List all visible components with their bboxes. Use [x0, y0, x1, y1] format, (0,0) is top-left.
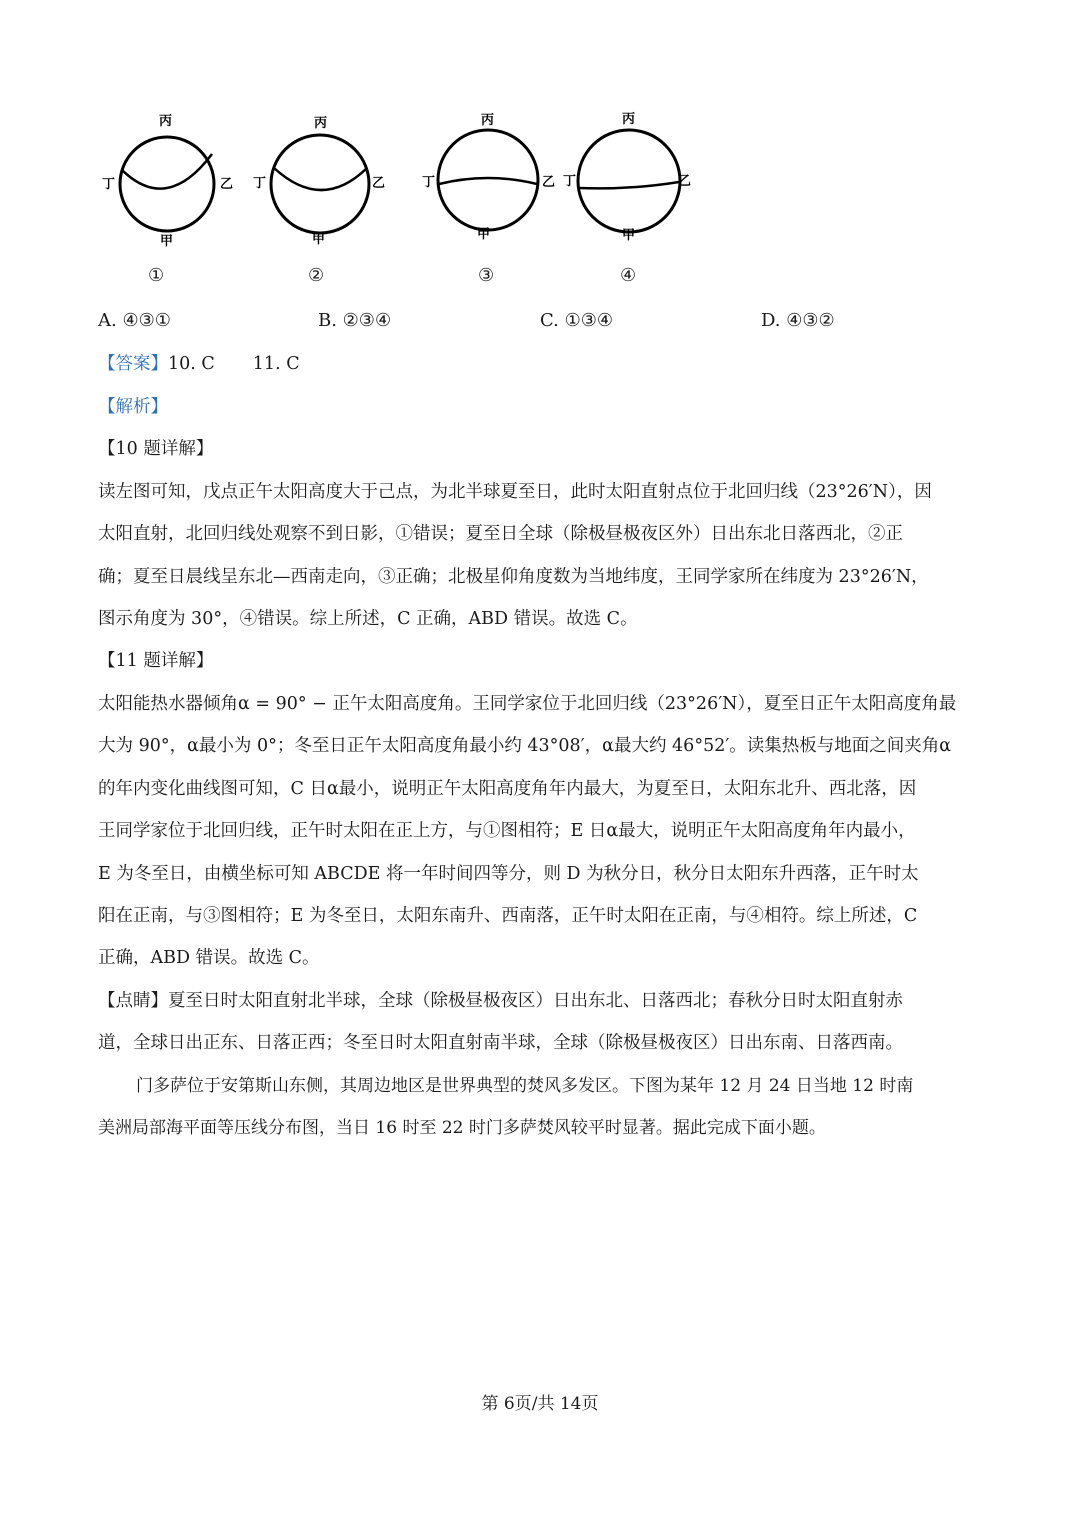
diagram-number-3: ③	[478, 265, 495, 286]
q10-line-3: 确；夏至日晨线呈东北—西南走向，③正确；北极星仰角度数为当地纬度，王同学家所在纬度为 23°26′N，	[98, 567, 929, 587]
q11-line-7: 正确，ABD 错误。故选 C。	[98, 948, 320, 968]
sun-path-diagram-4	[558, 108, 698, 258]
diagram-number-1: ①	[148, 265, 165, 286]
label-bing: 丙	[481, 113, 495, 128]
label-ding: 丁	[422, 175, 436, 190]
label-jia: 甲	[477, 227, 491, 242]
diagram-number-4: ④	[620, 265, 637, 286]
label-bing: 丙	[622, 112, 636, 127]
analysis-tag: 【解析】	[98, 397, 168, 417]
q11-line-3: 的年内变化曲线图可知，C 日α最小，说明正午太阳高度角年内最大，为夏至日，太阳东北升、西北落，因	[98, 779, 917, 799]
q11-line-6: 阳在正南，与③图相符；E 为冬至日，太阳东南升、西南落，正午时太阳在正南，与④相符。综上所述，C	[98, 906, 918, 926]
label-ding: 丁	[102, 177, 116, 192]
answer-line	[98, 352, 300, 376]
q10-heading: 【10 题详解】	[98, 439, 214, 459]
q11-line-1: 太阳能热水器倾角α = 90° − 正午太阳高度角。王同学家位于北回归线（23°26′N），夏至日正午太阳高度角最	[98, 694, 957, 714]
label-bing: 丙	[314, 116, 328, 131]
label-jia: 甲	[160, 234, 174, 249]
option-a: A. ④③①	[98, 310, 171, 331]
q10-line-4: 图示角度为 30°，④错误。综上所述，C 正确，ABD 错误。故选 C。	[98, 609, 638, 629]
intro-line-1: 门多萨位于安第斯山东侧，其周边地区是世界典型的焚风多发区。下图为某年 12 月 24 日当地 12 时南	[136, 1076, 914, 1096]
label-ding: 丁	[563, 174, 577, 189]
sun-path-diagram-2	[250, 112, 390, 262]
page-footer: 第 6页/共 14页	[481, 1394, 599, 1414]
sun-path-diagram-1	[100, 112, 240, 262]
label-bing: 丙	[159, 114, 173, 129]
q10-line-1: 读左图可知，戊点正午太阳高度大于己点，为北半球夏至日，此时太阳直射点位于北回归线（23°26′N），因	[98, 482, 932, 502]
q11-heading: 【11 题详解】	[98, 651, 214, 671]
label-ding: 丁	[253, 176, 267, 191]
tip-tag: 【点睛】	[98, 991, 168, 1011]
label-yi: 乙	[372, 176, 386, 191]
diagram-number-2: ②	[308, 265, 325, 286]
q11-line-2: 大为 90°，α最小为 0°；冬至日正午太阳高度角最小约 43°08′，α最大约 46°52′。读集热板与地面之间夹角α	[98, 736, 952, 756]
tip-line-1	[98, 989, 903, 1013]
sun-path-diagram-3	[418, 112, 558, 262]
label-yi: 乙	[542, 175, 556, 190]
q10-line-2: 太阳直射，北回归线处观察不到日影，①错误；夏至日全球（除极昼极夜区外）日出东北日落西北，②正	[98, 524, 903, 544]
tip-text-1: 夏至日时太阳直射北半球，全球（除极昼极夜区）日出东北、日落西北；春秋分日时太阳直射赤	[168, 991, 903, 1011]
q11-line-4: 王同学家位于北回归线，正午时太阳在正上方，与①图相符；E 日α最大，说明正午太阳高度角年内最小，	[98, 821, 916, 841]
label-jia: 甲	[312, 232, 326, 247]
intro-line-2: 美洲局部海平面等压线分布图，当日 16 时至 22 时门多萨焚风较平时显著。据此完成下面小题。	[98, 1118, 826, 1138]
option-b: B. ②③④	[318, 310, 392, 331]
tip-line-2: 道，全球日出正东、日落正西；冬至日时太阳直射南半球，全球（除极昼极夜区）日出东南、日落西南。	[98, 1033, 903, 1053]
answer-q10: 10. C	[168, 354, 215, 374]
label-jia: 甲	[622, 228, 636, 243]
label-yi: 乙	[220, 177, 234, 192]
q11-line-5: E 为冬至日，由横坐标可知 ABCDE 将一年时间四等分，则 D 为秋分日，秋分日太阳东升西落，正午时太	[98, 864, 919, 884]
option-d: D. ④③②	[761, 310, 835, 331]
answer-q11: 11. C	[252, 354, 300, 374]
option-c: C. ①③④	[540, 310, 613, 331]
label-yi: 乙	[678, 174, 692, 189]
answer-tag: 【答案】	[98, 354, 168, 374]
